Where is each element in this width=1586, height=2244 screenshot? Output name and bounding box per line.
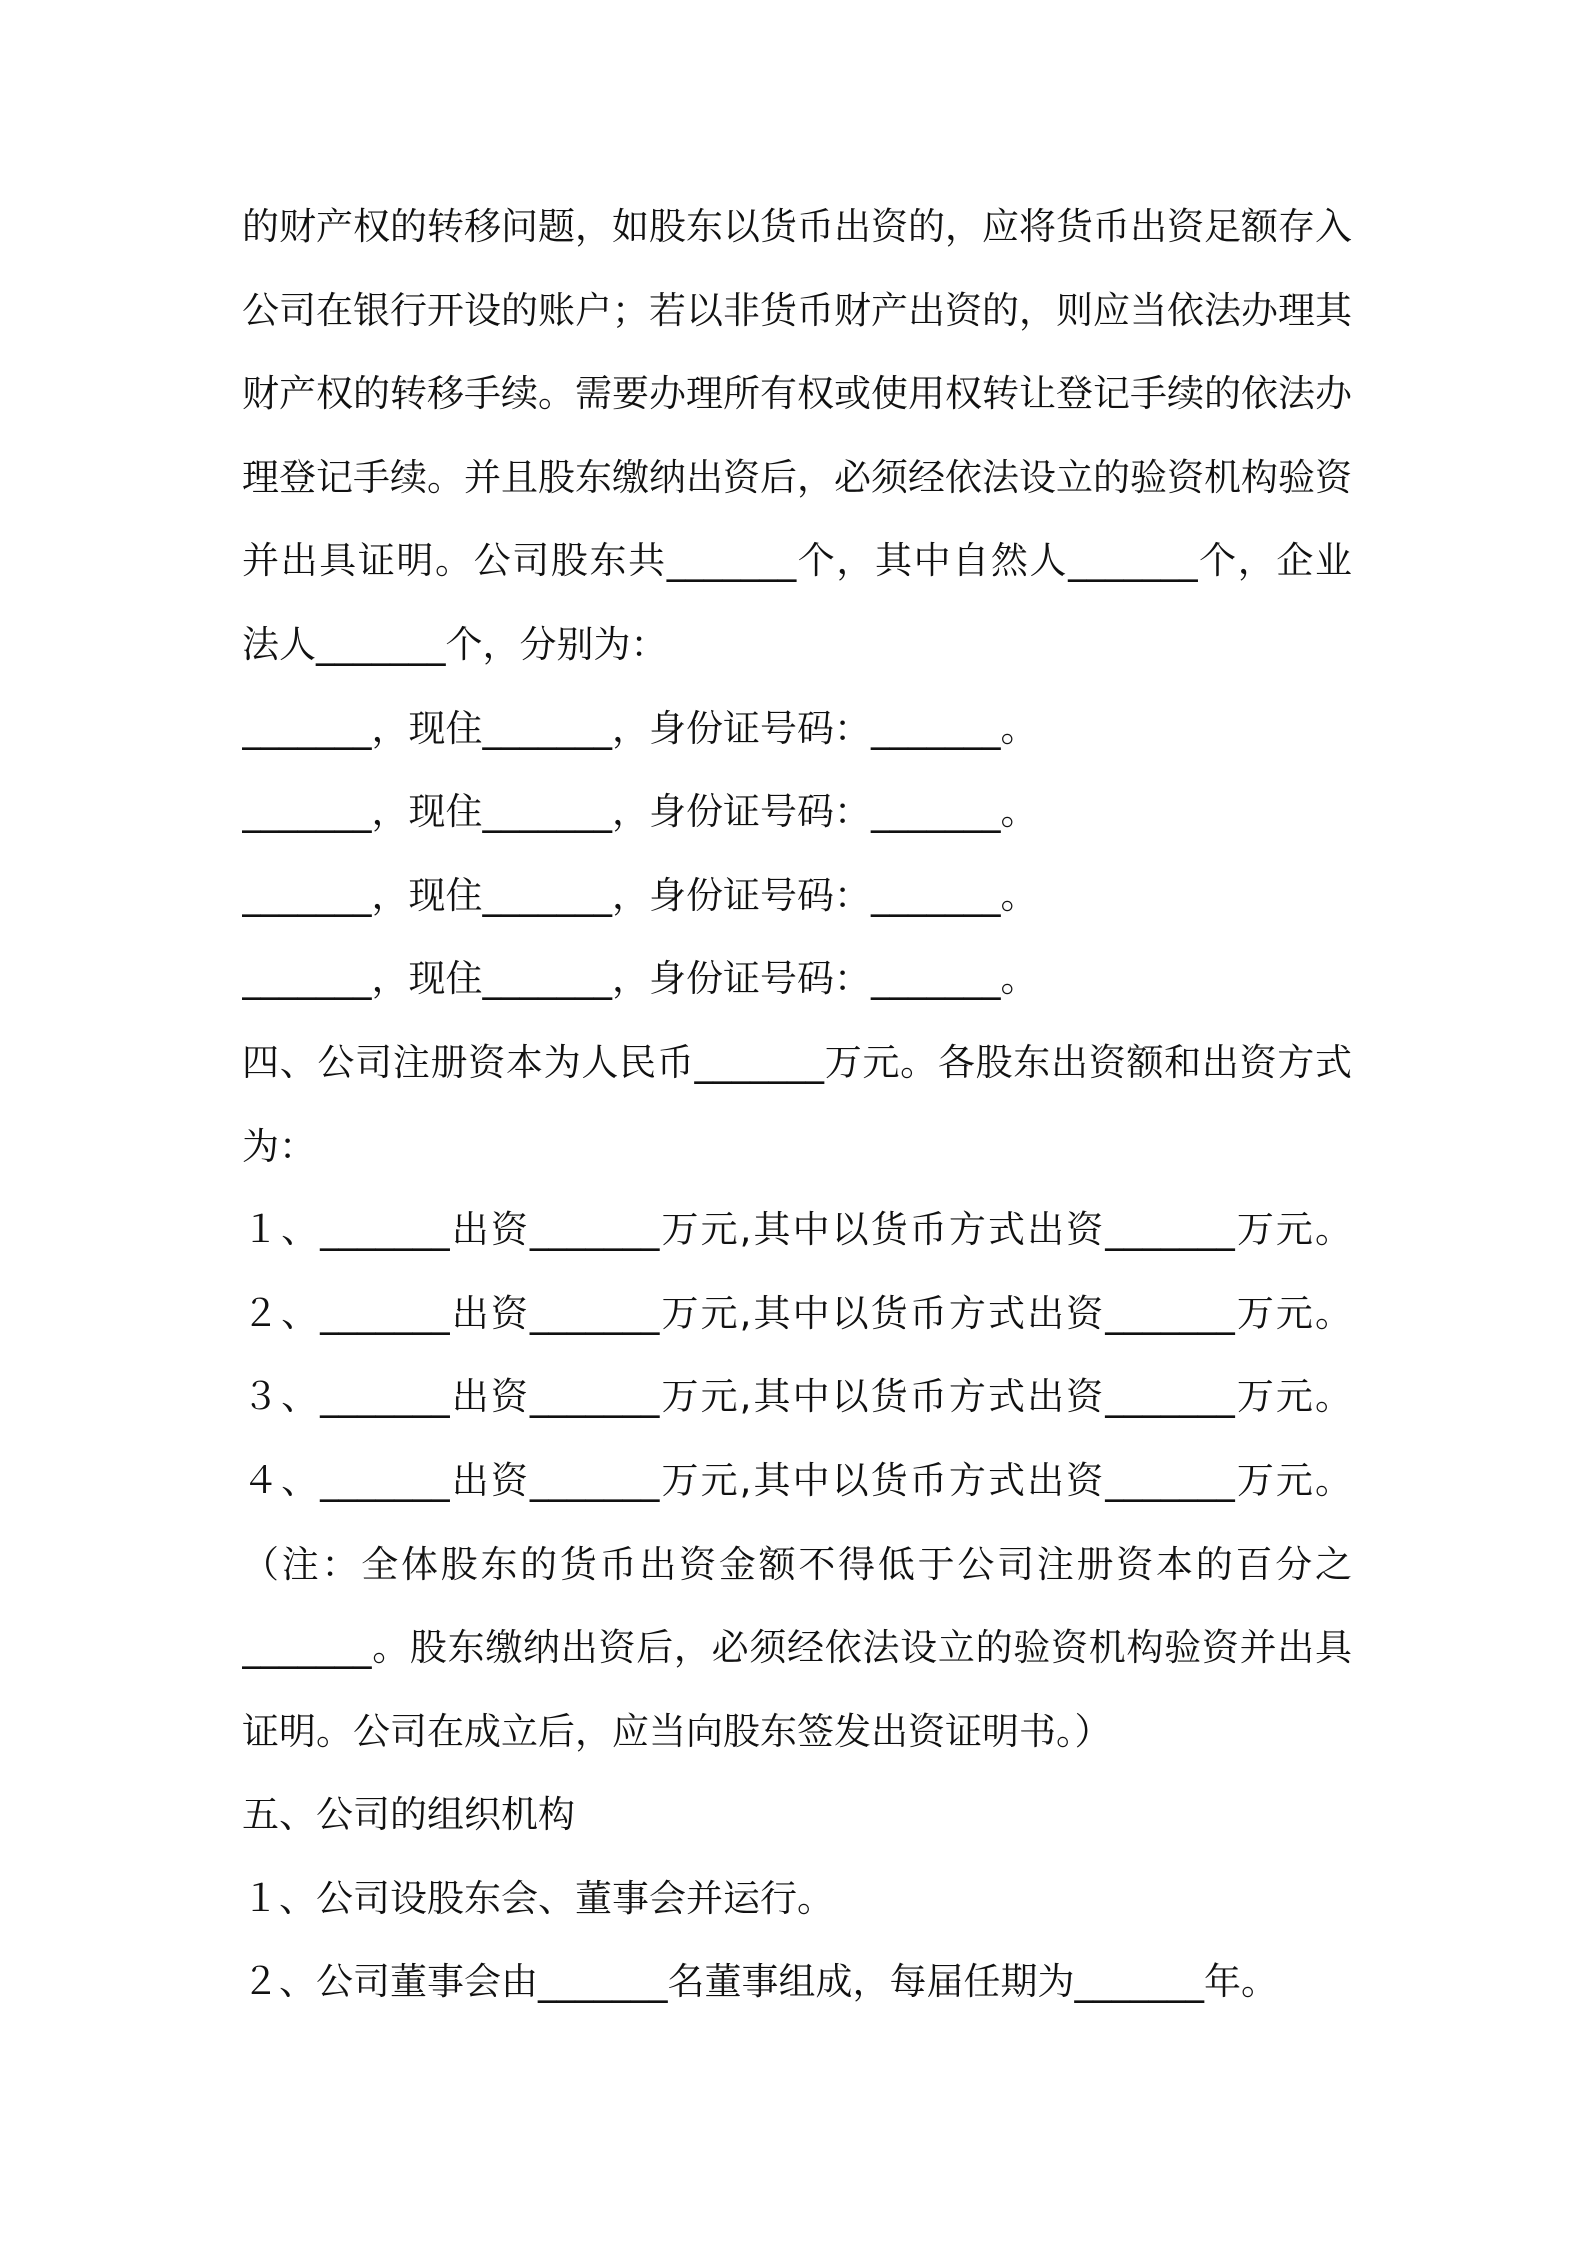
text-line: 并出具证明。公司股东共_______个，其中自然人_______个，企业 (242, 539, 1352, 583)
contribution-entry-line: ４、_______出资_______万元,其中以货币方式出资_______万元。 (242, 1458, 1352, 1502)
contribution-entry-line: ３、_______出资_______万元,其中以货币方式出资_______万元。 (242, 1375, 1352, 1419)
text-line: 的财产权的转移问题，如股东以货币出资的，应将货币出资足额存入 (242, 205, 1352, 248)
shareholder-entry-line: _______，现住_______，身份证号码：_______。 (242, 873, 1038, 917)
text-line: 公司在银行开设的账户；若以非货币财产出资的，则应当依法办理其 (242, 288, 1352, 332)
text-line: 理登记手续。并且股东缴纳出资后，必须经依法设立的验资机构验资 (242, 455, 1352, 499)
note-line: 证明。公司在成立后，应当向股东签发出资证明书。） (242, 1709, 1112, 1753)
text-line: 财产权的转移手续。需要办理所有权或使用权转让登记手续的依法办 (242, 372, 1352, 416)
note-line: （注：全体股东的货币出资金额不得低于公司注册资本的百分之 (242, 1542, 1352, 1586)
contribution-entry-line: ２、_______出资_______万元,其中以货币方式出资_______万元。 (242, 1291, 1352, 1335)
list-item: １、公司设股东会、董事会并运行。 (242, 1876, 834, 1920)
shareholder-entry-line: _______，现住_______，身份证号码：_______。 (242, 790, 1038, 834)
document-body (242, 185, 1352, 2024)
text-line: 法人_______个，分别为： (242, 622, 668, 666)
section-heading-organization: 五、公司的组织机构 (242, 1793, 575, 1837)
list-item: ２、公司董事会由_______名董事组成，每届任期为_______年。 (242, 1960, 1278, 2004)
text-line: 为： (242, 1124, 316, 1168)
note-line: _______。股东缴纳出资后，必须经依法设立的验资机构验资并出具 (242, 1626, 1352, 1670)
section-heading-capital: 四、公司注册资本为人民币_______万元。各股东出资额和出资方式 (242, 1040, 1352, 1084)
contribution-entry-line: １、_______出资_______万元,其中以货币方式出资_______万元。 (242, 1208, 1352, 1252)
shareholder-entry-line: _______，现住_______，身份证号码：_______。 (242, 957, 1038, 1001)
shareholder-entry-line: _______，现住_______，身份证号码：_______。 (242, 706, 1038, 750)
